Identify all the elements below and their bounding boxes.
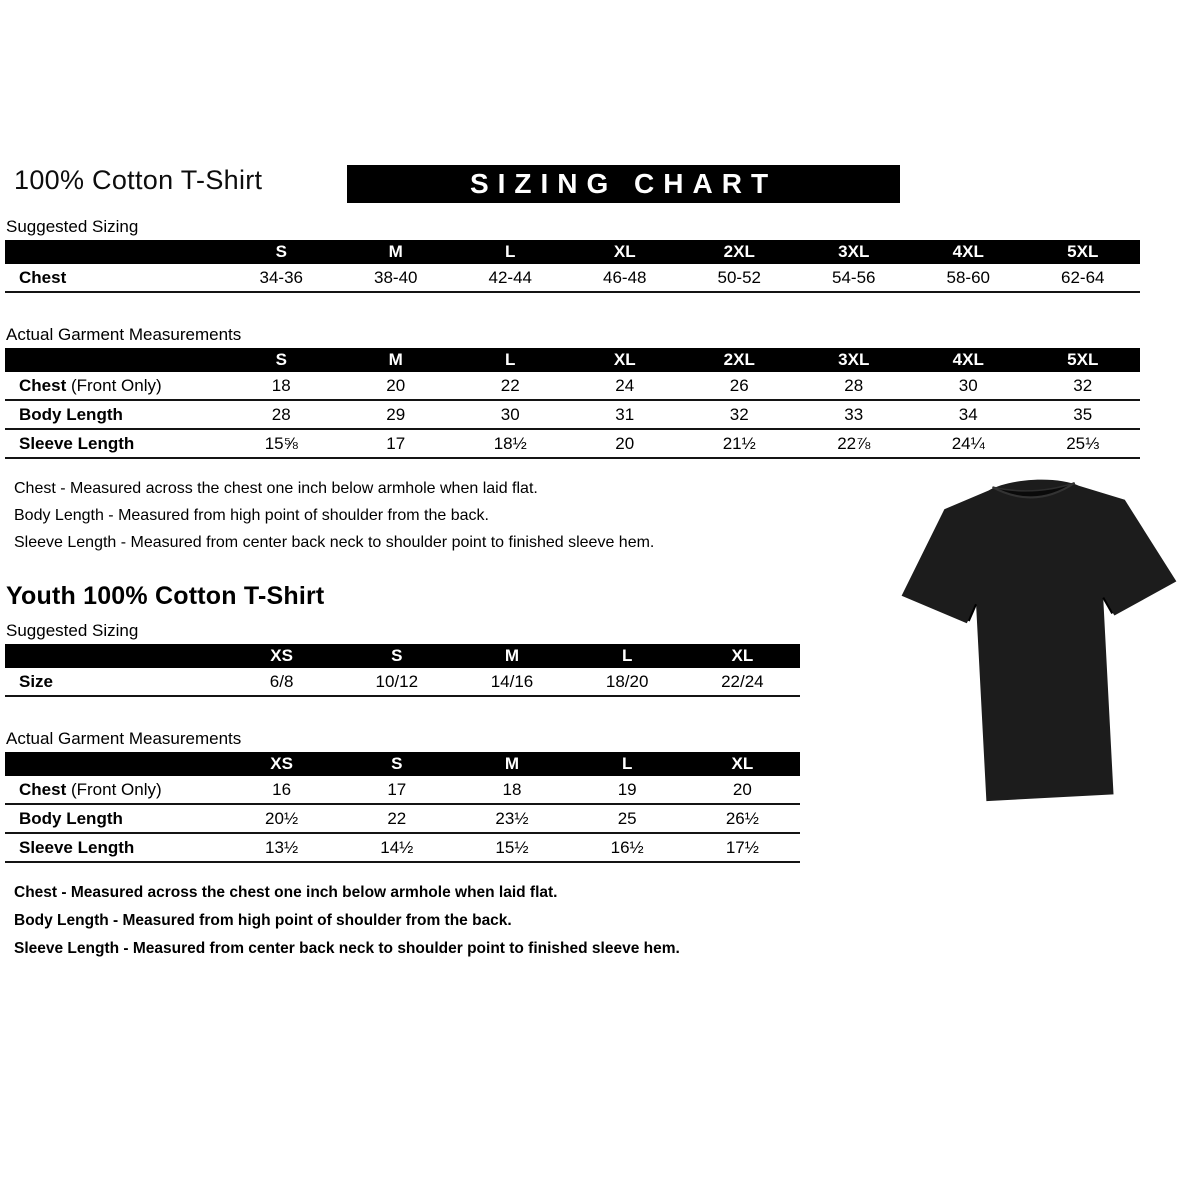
youth-note-body-length: Body Length - Measured from high point of shoulder from the back. (14, 912, 512, 929)
size-value: 33 (797, 400, 912, 429)
table-row (5, 372, 1140, 400)
size-value: 15⅝ (224, 429, 339, 458)
table-row (5, 668, 800, 696)
size-column-header: 2XL (682, 240, 797, 264)
adult-note-chest: Chest - Measured across the chest one inch below armhole when laid flat. (14, 480, 538, 497)
size-value: 28 (224, 400, 339, 429)
size-column-header: 4XL (911, 348, 1026, 372)
table-row (5, 429, 1140, 458)
row-label: Size (5, 668, 224, 696)
size-value: 15½ (454, 833, 569, 862)
size-value: 32 (682, 400, 797, 429)
size-value: 50-52 (682, 264, 797, 292)
size-column-header: XL (568, 348, 683, 372)
table-row (5, 400, 1140, 429)
header-label-spacer (5, 240, 224, 264)
youth-note-chest: Chest - Measured across the chest one inch below armhole when laid flat. (14, 884, 558, 901)
size-value: 46-48 (568, 264, 683, 292)
size-column-header: L (570, 752, 685, 776)
row-label: Chest (Front Only) (5, 776, 224, 804)
size-value: 24 (568, 372, 683, 400)
row-label: Chest (Front Only) (5, 372, 224, 400)
size-value: 21½ (682, 429, 797, 458)
table-row (5, 804, 800, 833)
size-value: 22 (453, 372, 568, 400)
adult-actual-label: Actual Garment Measurements (6, 325, 242, 344)
size-value: 34 (911, 400, 1026, 429)
header-label-spacer (5, 752, 224, 776)
tshirt-body (896, 473, 1187, 805)
size-value: 18 (454, 776, 569, 804)
youth-title: Youth 100% Cotton T-Shirt (6, 582, 325, 610)
tshirt-graphic (879, 462, 1200, 830)
table-row (5, 264, 1140, 292)
size-header-row (5, 240, 1140, 264)
size-column-header: XS (224, 752, 339, 776)
table-row (5, 776, 800, 804)
size-value: 30 (453, 400, 568, 429)
size-value: 10/12 (339, 668, 454, 696)
header-label-spacer (5, 348, 224, 372)
tshirt-image (879, 462, 1200, 830)
size-value: 14/16 (454, 668, 569, 696)
size-column-header: XL (568, 240, 683, 264)
youth-suggested-label: Suggested Sizing (6, 621, 139, 640)
youth-actual-table (5, 752, 800, 863)
size-value: 31 (568, 400, 683, 429)
size-column-header: M (339, 240, 454, 264)
size-value: 25⅓ (1026, 429, 1141, 458)
adult-actual-table (5, 348, 1140, 459)
youth-notes (14, 879, 1145, 963)
size-column-header: XL (685, 752, 800, 776)
size-column-header: M (339, 348, 454, 372)
size-header-row (5, 752, 800, 776)
size-value: 22⅞ (797, 429, 912, 458)
size-column-header: 3XL (797, 240, 912, 264)
size-column-header: L (453, 240, 568, 264)
youth-note-sleeve-length: Sleeve Length - Measured from center back neck to shoulder point to finished sleeve hem. (14, 940, 680, 957)
size-column-header: 3XL (797, 348, 912, 372)
size-value: 54-56 (797, 264, 912, 292)
size-column-header: S (339, 752, 454, 776)
size-column-header: 2XL (682, 348, 797, 372)
size-value: 28 (797, 372, 912, 400)
row-label: Body Length (5, 400, 224, 429)
size-value: 14½ (339, 833, 454, 862)
size-value: 13½ (224, 833, 339, 862)
youth-suggested-table (5, 644, 800, 697)
row-label: Chest (5, 264, 224, 292)
size-column-header: S (224, 240, 339, 264)
size-value: 26 (682, 372, 797, 400)
header-label-spacer (5, 644, 224, 668)
size-header-row (5, 348, 1140, 372)
row-label: Sleeve Length (5, 833, 224, 862)
size-value: 25 (570, 804, 685, 833)
size-column-header: XS (224, 644, 339, 668)
size-value: 19 (570, 776, 685, 804)
size-value: 22/24 (685, 668, 800, 696)
size-value: 20 (568, 429, 683, 458)
size-column-header: 4XL (911, 240, 1026, 264)
size-column-header: L (570, 644, 685, 668)
sizing-chart-banner (347, 165, 900, 203)
page-title: 100% Cotton T-Shirt (14, 165, 263, 195)
size-value: 58-60 (911, 264, 1026, 292)
size-value: 29 (339, 400, 454, 429)
size-column-header: L (453, 348, 568, 372)
size-value: 20 (685, 776, 800, 804)
size-value: 30 (911, 372, 1026, 400)
size-value: 23½ (454, 804, 569, 833)
size-value: 17½ (685, 833, 800, 862)
size-value: 6/8 (224, 668, 339, 696)
size-column-header: S (224, 348, 339, 372)
row-label: Sleeve Length (5, 429, 224, 458)
size-value: 24¼ (911, 429, 1026, 458)
size-value: 42-44 (453, 264, 568, 292)
size-value: 20 (339, 372, 454, 400)
size-value: 62-64 (1026, 264, 1141, 292)
size-value: 18 (224, 372, 339, 400)
size-column-header: M (454, 644, 569, 668)
size-value: 17 (339, 776, 454, 804)
adult-suggested-label: Suggested Sizing (6, 217, 139, 236)
size-value: 34-36 (224, 264, 339, 292)
sizing-chart-banner-label: SIZING CHART (469, 168, 778, 199)
size-value: 16 (224, 776, 339, 804)
size-value: 18/20 (570, 668, 685, 696)
size-column-header: 5XL (1026, 348, 1141, 372)
row-label: Body Length (5, 804, 224, 833)
adult-suggested-table (5, 240, 1140, 293)
adult-note-sleeve-length: Sleeve Length - Measured from center back neck to shoulder point to finished sleeve hem. (14, 534, 655, 551)
adult-note-body-length: Body Length - Measured from high point of shoulder from the back. (14, 507, 489, 524)
size-value: 32 (1026, 372, 1141, 400)
size-header-row (5, 644, 800, 668)
size-value: 16½ (570, 833, 685, 862)
size-column-header: 5XL (1026, 240, 1141, 264)
header-row (0, 163, 1145, 213)
size-value: 20½ (224, 804, 339, 833)
size-value: 22 (339, 804, 454, 833)
size-value: 38-40 (339, 264, 454, 292)
youth-actual-label: Actual Garment Measurements (6, 729, 242, 748)
size-column-header: XL (685, 644, 800, 668)
size-value: 35 (1026, 400, 1141, 429)
size-value: 26½ (685, 804, 800, 833)
size-value: 17 (339, 429, 454, 458)
size-column-header: M (454, 752, 569, 776)
table-row (5, 833, 800, 862)
size-value: 18½ (453, 429, 568, 458)
size-column-header: S (339, 644, 454, 668)
